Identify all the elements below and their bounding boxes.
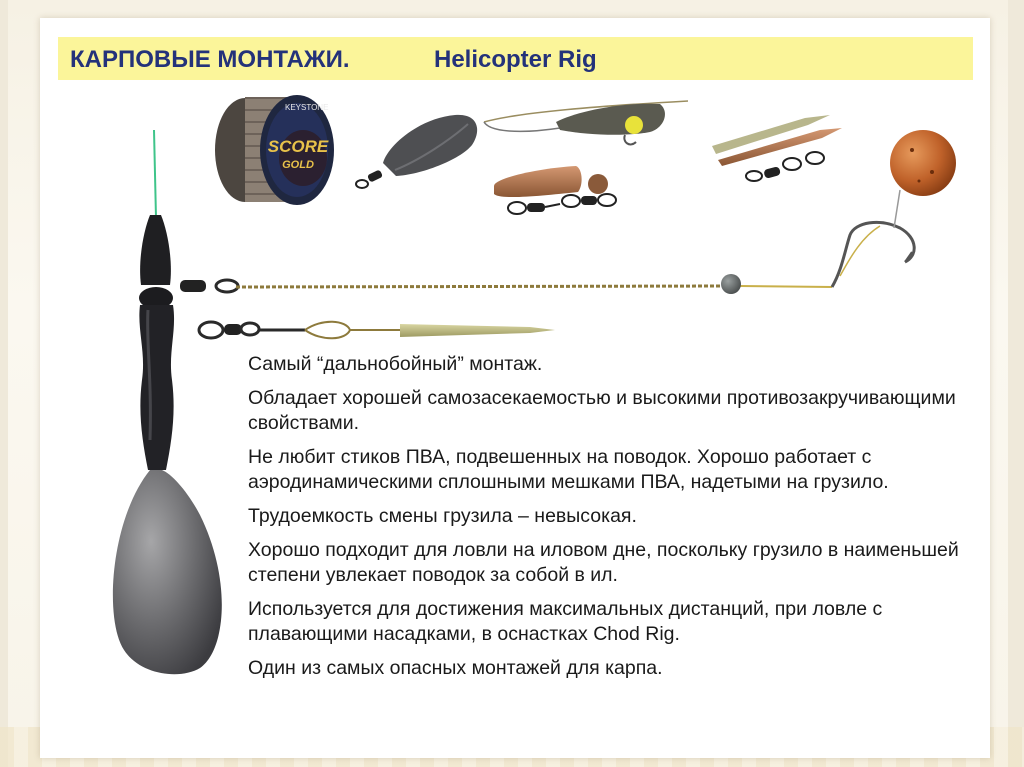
paragraph: Обладает хорошей самозасекаемостью и высокими противозакручивающими свойствами. [248,387,956,434]
spool-of-line [215,95,334,205]
boilie-bait [890,130,956,196]
hooklink [236,286,832,287]
slide-title: КАРПОВЫЕ МОНТАЖИ. [70,46,350,73]
rubber-bead-swivels [494,166,616,214]
helicopter-rig-product [484,101,688,144]
paragraph: Используется для достижения максимальных дистанций, при ловле с плавающими насадками, в оснастках Chod Rig. [248,598,883,645]
rig-swivel [180,280,238,292]
tail-rubbers-product [712,115,842,181]
hook [832,190,914,287]
tail-rubber [139,215,174,470]
spool-product-line1: SCORE [267,137,329,156]
spare-swivel-row [199,322,555,339]
description-text [248,352,988,690]
putty-shot [721,274,741,294]
main-line [154,130,156,218]
spool-brand: KEYSTONE [285,103,329,112]
paragraph: Трудоемкость смены грузила – невысокая. [248,505,637,527]
slide-subtitle: Helicopter Rig [434,46,597,73]
paragraph: Хорошо подходит для ловли на иловом дне, поскольку грузило в наименьшей степени увлекает поводок за собой в ил. [248,539,959,586]
paragraph: Один из самых опасных монтажей для карпа. [248,657,663,679]
lead-weight [113,470,222,674]
pear-lead-product [356,115,477,188]
paragraph: Не любит стиков ПВА, подвешенных на поводок. Хорошо работает с аэродинамическими сплошными мешками ПВА, надетыми на грузило. [248,446,889,493]
spool-product-line2: GOLD [282,159,314,171]
paragraph: Самый “дальнобойный” монтаж. [248,353,543,375]
